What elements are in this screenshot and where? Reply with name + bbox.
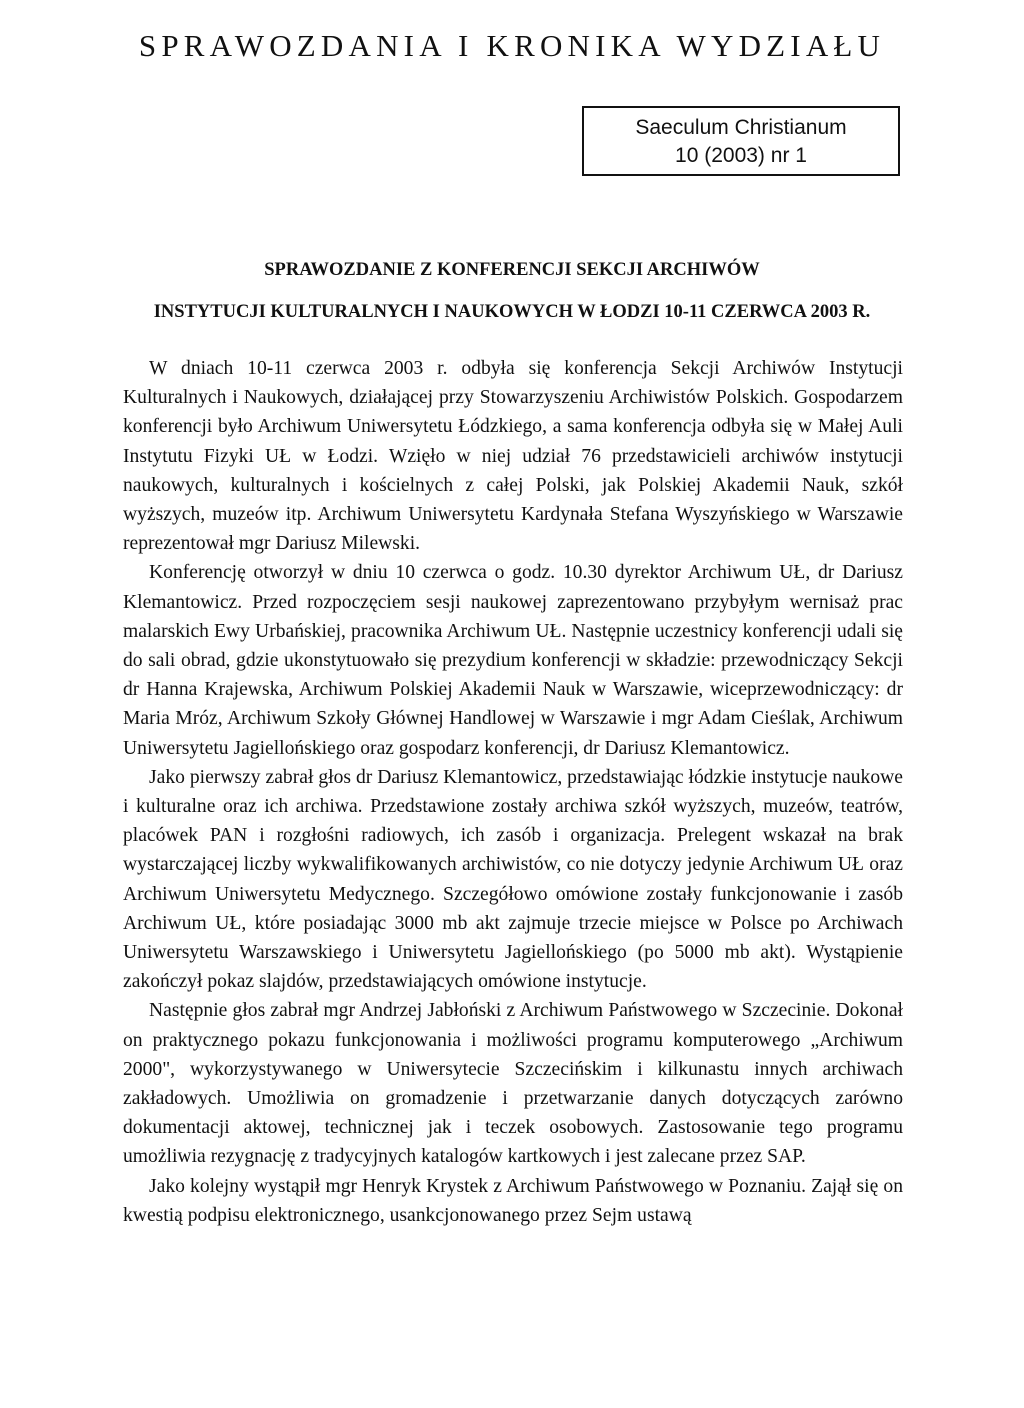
paragraph-5: Jako kolejny wystąpił mgr Henryk Krystek z Archiwum Państwowego w Poznaniu. Zajął się on kwestią podpisu elektronicznego, usankcjonowanego przez Sejm ustawą: [123, 1175, 903, 1226]
journal-issue: 10 (2003) nr 1: [675, 144, 807, 167]
paragraph-1: W dniach 10-11 czerwca 2003 r. odbyła się konferencja Sekcji Archiwów Instytucji Kulturalnych i Naukowych, działającej przy Stowarzyszeniu Archiwistów Polskich. Gospodarzem konferencji było Archiwum Uniwersytetu Łódzkiego, a sama konferencja odbyła się w Małej Auli Instytutu Fizyki UŁ w Łodzi. Wzięło w niej udział 76 przedstawicieli archiwów instytucji naukowych, kulturalnych i kościelnych z całej Polski, jak Polskiej Akademii Nauk, szkół wyższych, muzeów itp. Archiwum Uniwersytetu Kardynała Stefana Wyszyńskiego w Warszawie reprezentował mgr Dariusz Milewski.: [123, 358, 903, 555]
article-body: [123, 354, 903, 1230]
paragraph-2: Konferencję otworzył w dniu 10 czerwca o godz. 10.30 dyrektor Archiwum UŁ, dr Dariusz Klemantowicz. Przed rozpoczęciem sesji naukowej zaprezentowano przybyłym wernisaż prac malarskich Ewy Urbańskiej, pracownika Archiwum UŁ. Następnie uczestnicy konferencji udali się do sali obrad, gdzie ukonstytuowało się prezydium konferencji w składzie: przewodniczący Sekcji dr Hanna Krajewska, Archiwum Polskiej Akademii Nauk w Warszawie, wiceprzewodniczący: dr Maria Mróz, Archiwum Szkoły Głównej Handlowej w Warszawie i mgr Adam Cieślak, Archiwum Uniwersytetu Jagiellońskiego oraz gospodarz konferencji, dr Dariusz Klemantowicz.: [123, 562, 903, 759]
journal-info-box: [582, 106, 900, 176]
journal-name: Saeculum Christianum: [635, 116, 847, 139]
article-title-line-1: SPRAWOZDANIE Z KONFERENCJI SEKCJI ARCHIWÓW: [264, 260, 760, 280]
paragraph-3: Jako pierwszy zabrał głos dr Dariusz Klemantowicz, przedstawiając łódzkie instytucje naukowe i kulturalne oraz ich archiwa. Przedstawione zostały archiwa szkół wyższych, muzeów, teatrów, placówek PAN i rozgłośni radiowych, ich zasób i organizacja. Prelegent wskazał na brak wystarczającej liczby wykwalifikowanych archiwistów, co nie dotyczy jedynie Archiwum UŁ oraz Archiwum Uniwersytetu Medycznego. Szczegółowo omówione zostały funkcjonowanie i zasób Archiwum UŁ, które posiadając 3000 mb akt zajmuje trzecie miejsce w Polsce po Archiwach Uniwersytetu Warszawskiego i Uniwersytetu Jagiellońskiego (po 5000 mb akt). Wystąpienie zakończył pokaz slajdów, przedstawiających omówione instytucje.: [123, 766, 903, 993]
article-title-line-2: INSTYTUCJI KULTURALNYCH I NAUKOWYCH W ŁODZI 10-11 CZERWCA 2003 R.: [153, 302, 871, 322]
paragraph-4: Następnie głos zabrał mgr Andrzej Jabłoński z Archiwum Państwowego w Szczecinie. Dokonał on praktycznego pokazu funkcjonowania i możliwości programu komputerowego „Archiwum 2000", wykorzystywanego w Uniwersytecie Szczecińskim i kilkunastu innych archiwach zakładowych. Umożliwia on gromadzenie i przetwarzanie danych dotyczących zarówno dokumentacji aktowej, technicznej jak i teczek osobowych. Zastosowanie tego programu umożliwia rezygnację z tradycyjnych katalogów kartkowych i jest zalecane przez SAP.: [123, 1000, 903, 1168]
running-header: SPRAWOZDANIA I KRONIKA WYDZIAŁU: [138, 28, 886, 63]
